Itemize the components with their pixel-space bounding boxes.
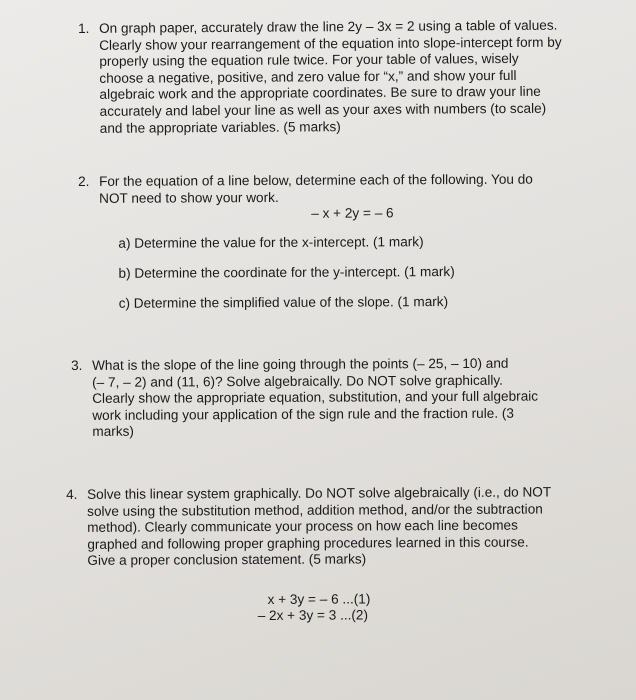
text-line: Clearly show your rearrangement of the equation into slope-intercept form by — [99, 34, 562, 53]
question-4 — [66, 484, 552, 623]
text-line: graphed and following proper graphing procedures learned in this course. — [87, 534, 529, 552]
text-line: algebraic work and the appropriate coordinates. Be sure to draw your line — [99, 84, 541, 103]
question-2 — [78, 171, 533, 311]
question-number: 4. — [66, 486, 78, 502]
text-line: Clearly show the appropriate equation, substitution, and your full algebraic — [92, 388, 539, 407]
equation: – x + 2y = – 6 — [311, 205, 394, 221]
text-line: For the equation of a line below, determine each of the following. You do — [98, 171, 533, 189]
text-line: work including your application of the sign rule and the fraction rule. (3 — [92, 405, 514, 423]
text-line: solve using the substitution method, addition method, and/or the subtraction — [87, 501, 543, 519]
text-line: NOT need to show your work. — [99, 189, 279, 206]
system-equation-1: x + 3y = – 6 ...(1) — [267, 591, 371, 607]
question-number: 3. — [71, 357, 83, 373]
question-text — [87, 484, 552, 569]
question-number: 2. — [78, 173, 90, 189]
question-1 — [78, 18, 562, 138]
text-line: properly using the equation rule twice. For your table of values, wisely — [99, 51, 519, 70]
question-number: 1. — [78, 20, 90, 36]
question-text — [92, 356, 538, 441]
part-c: c) Determine the simplified value of the slope. (1 mark) — [118, 294, 449, 311]
text-line: Solve this linear system graphically. Do NOT solve algebraically (i.e., do NOT — [86, 484, 552, 502]
text-line: accurately and label your line as well as your axes with numbers (to scale) — [99, 100, 547, 119]
text-line: (– 7, – 2) and (11, 6)? Solve algebraically. Do NOT solve graphically. — [92, 372, 503, 390]
part-b: b) Determine the coordinate for the y-intercept. (1 mark) — [118, 264, 455, 281]
question-text — [99, 18, 562, 137]
text-line: On graph paper, accurately draw the line 2y – 3x = 2 using a table of values. — [98, 17, 558, 36]
text-line: choose a negative, positive, and zero value for “x,” and show your full — [99, 67, 517, 86]
part-a: a) Determine the value for the x-intercept. (1 mark) — [118, 234, 424, 251]
text-line: marks) — [92, 424, 134, 440]
text-line: method). Clearly communicate your process on how each line becomes — [87, 517, 518, 536]
text-line: and the appropriate variables. (5 marks) — [99, 118, 341, 136]
question-3 — [71, 356, 538, 441]
system-equation-2: – 2x + 3y = 3 ...(2) — [257, 607, 369, 623]
text-line: Give a proper conclusion statement. (5 marks) — [87, 551, 367, 569]
text-line: What is the slope of the line going through the points (– 25, – 10) and — [91, 355, 509, 373]
question-text — [99, 172, 533, 207]
